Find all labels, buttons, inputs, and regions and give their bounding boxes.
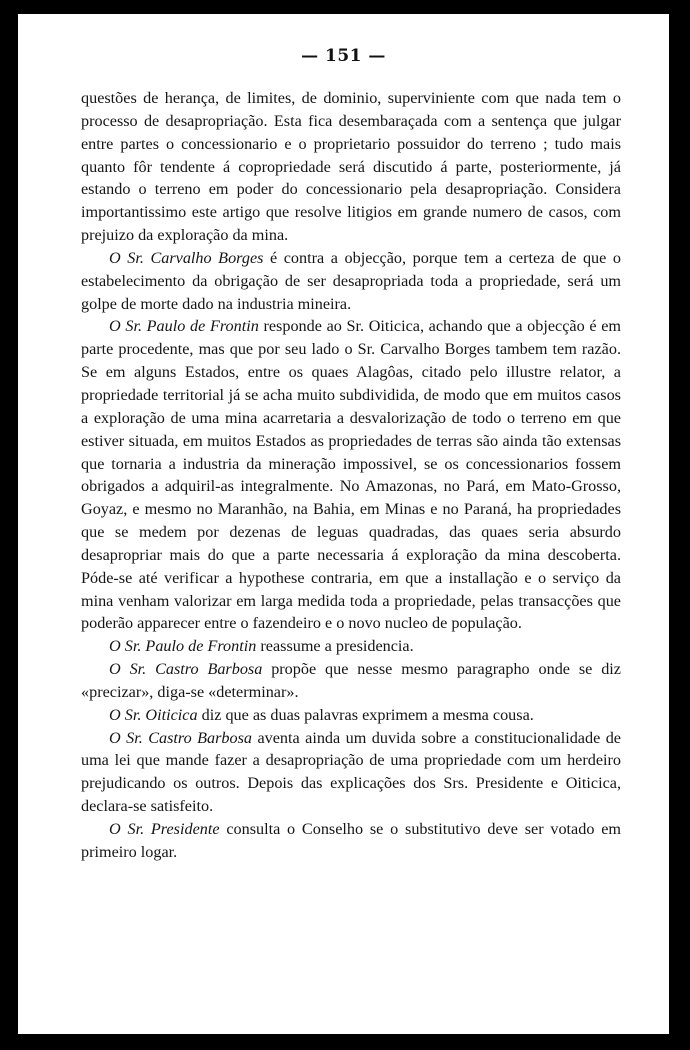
paragraph-5 xyxy=(81,658,621,704)
speaker-name: O Sr. Castro Barbosa xyxy=(109,728,253,747)
paragraph-7-text: aventa ainda um duvida sobre a constitucionalidade de uma lei que mande fazer a desapropriação de uma propriedade com um herdeiro prejudicando os outros. Depois das explicações dos Srs. Presidente e Oiticica, declara-se satisfeito. xyxy=(81,728,621,816)
paragraph-3-text: responde ao Sr. Oiticica, achando que a objecção é em parte procedente, mas que por seu lado o Sr. Carvalho Borges tambem tem razão. Se em alguns Estados, entre os quaes Alagôas, citado pelo illustre relator, a propriedade territorial já se acha muito subdividida, de modo que em muitos casos a exploração de uma mina acarretaria a desvalorização de todo o terreno em que estiver situada, em muitos Estados as propriedades de terras são ainda tão extensas que tornaria a industria da mineração impossivel, se os concessionarios fossem obrigados a adquiril-as integralmente. No Amazonas, no Pará, em Mato-Grosso, Goyaz, e mesmo no Maranhão, na Bahia, em Minas e no Paraná, ha propriedades que se medem por dezenas de leguas quadradas, das quaes seria absurdo desapropriar mais do que a parte necessaria á exploração da mina descoberta. Póde-se até verificar a hypothese contraria, em que a installação e o serviço da mina venham valorizar em larga medida toda a propriedade, pelas transacções que poderão apparecer entre o fazendeiro e o novo nucleo de população. xyxy=(81,317,621,633)
paragraph-3 xyxy=(81,315,621,635)
body-text xyxy=(81,87,621,864)
speaker-name: O Sr. Carvalho Borges xyxy=(109,248,264,267)
speaker-name: O Sr. Paulo de Frontin xyxy=(109,317,259,336)
speaker-name: O Sr. Castro Barbosa xyxy=(109,660,263,679)
speaker-name: O Sr. Paulo de Frontin xyxy=(109,637,257,656)
paragraph-4 xyxy=(81,635,621,658)
page-number: — 151 — xyxy=(301,46,386,66)
speaker-name: O Sr. Oiticica xyxy=(109,705,198,724)
scanned-page xyxy=(18,14,669,1034)
paragraph-8 xyxy=(81,818,621,864)
paragraph-5-text: propõe que nesse mesmo paragrapho onde se diz «precizar», diga-se «determinar». xyxy=(81,660,621,701)
paragraph-8-text: consulta o Conselho se o substitutivo deve ser votado em primeiro logar. xyxy=(81,820,621,861)
speaker-name: O Sr. Presidente xyxy=(109,820,220,838)
paragraph-1 xyxy=(81,87,621,247)
paragraph-6-text: diz que as duas palavras exprimem a mesma cousa. xyxy=(197,705,534,724)
paragraph-4-text: reassume a presidencia. xyxy=(256,637,414,656)
paragraph-6 xyxy=(81,704,621,727)
paragraph-7 xyxy=(81,727,621,818)
paragraph-1-text: questões de herança, de limites, de dominio, superviniente com que nada tem o processo de desapropriação. Esta fica desembaraçada com a sentença que julgar entre partes o concessionario e o proprietario possuidor do terreno ; tudo mais quanto fôr tendente á copropriedade será discutido á parte, posteriormente, já estando o terreno em poder do concessionario pela desapropriação. Considera importantissimo este artigo que resolve litigios em grande numero de casos, com prejuizo da exploração da mina. xyxy=(81,89,621,245)
paragraph-2-text: é contra a objecção, porque tem a certeza de que o estabelecimento da obrigação de ser desapropriada toda a propriedade, será um golpe de morte dado na industria mineira. xyxy=(81,248,621,313)
paragraph-2 xyxy=(81,247,621,316)
